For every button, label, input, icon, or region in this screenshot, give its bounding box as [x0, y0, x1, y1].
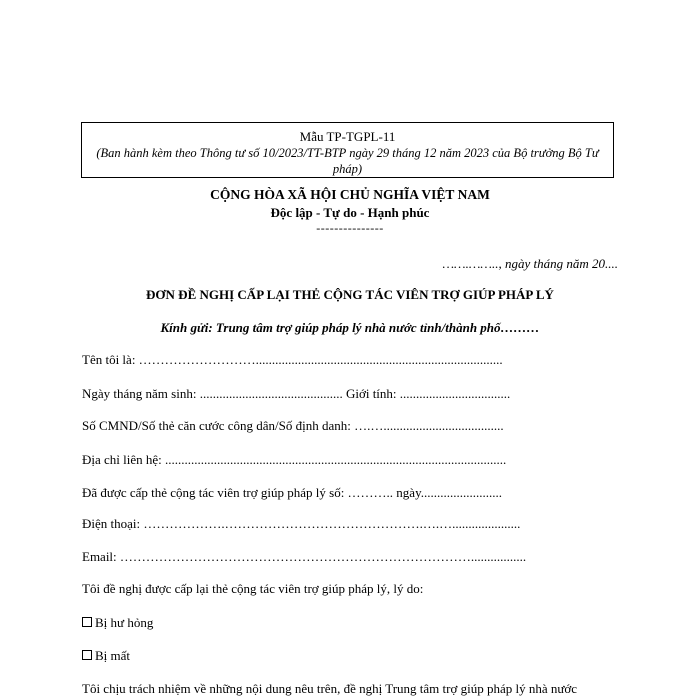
id-number-field: Số CMND/Số thẻ căn cước công dân/Số định danh: ….….....................................: [82, 418, 504, 433]
name-field: Tên tôi là: ………………………............................................................................: [82, 352, 503, 367]
dob-gender-field: Ngày tháng năm sinh: ............................................ Giới tính: ..................................: [82, 386, 511, 401]
email-field: Email: ……………………………………………………………………….................: [82, 549, 527, 564]
option-lost: [82, 648, 130, 664]
motto-divider: ---------------: [316, 221, 384, 235]
date-line: …….…….., ngày tháng năm 20....: [442, 256, 618, 271]
checkbox-lost[interactable]: [82, 650, 92, 660]
option-lost-label: Bị mất: [95, 648, 131, 663]
document-title: ĐƠN ĐỀ NGHỊ CẤP LẠI THẺ CỘNG TÁC VIÊN TRỢ GIÚP PHÁP LÝ: [146, 287, 554, 302]
checkbox-damaged[interactable]: [82, 617, 92, 627]
form-header-box: [81, 122, 614, 178]
card-number-field: Đã được cấp thẻ cộng tác viên trợ giúp pháp lý số: ……….. ngày.........................: [82, 485, 502, 500]
request-statement: Tôi đề nghị được cấp lại thẻ cộng tác viên trợ giúp pháp lý, lý do:: [82, 581, 424, 596]
address-field: Địa chỉ liên hệ: .........................................................................................................: [82, 452, 507, 467]
option-damaged-label: Bị hư hỏng: [95, 615, 154, 630]
recipient-line: Kính gửi: Trung tâm trợ giúp pháp lý nhà nước tỉnh/thành phố………: [160, 320, 540, 335]
issuance-note: (Ban hành kèm theo Thông tư số 10/2023/TT-BTP ngày 29 tháng 12 năm 2023 của Bộ trưởng Bộ Tư pháp): [96, 146, 599, 176]
option-damaged: [82, 615, 153, 631]
phone-field: Điện thoại: ……………….……………………………………….….….....................: [82, 516, 521, 531]
nation-motto: Độc lập - Tự do - Hạnh phúc: [270, 205, 430, 220]
commitment-statement: Tôi chịu trách nhiệm về những nội dung nêu trên, đề nghị Trung tâm trợ giúp pháp lý nhà nước: [82, 681, 578, 696]
nation-name: CỘNG HÒA XÃ HỘI CHỦ NGHĨA VIỆT NAM: [210, 187, 490, 202]
form-code: Mẫu TP-TGPL-11: [299, 129, 396, 144]
